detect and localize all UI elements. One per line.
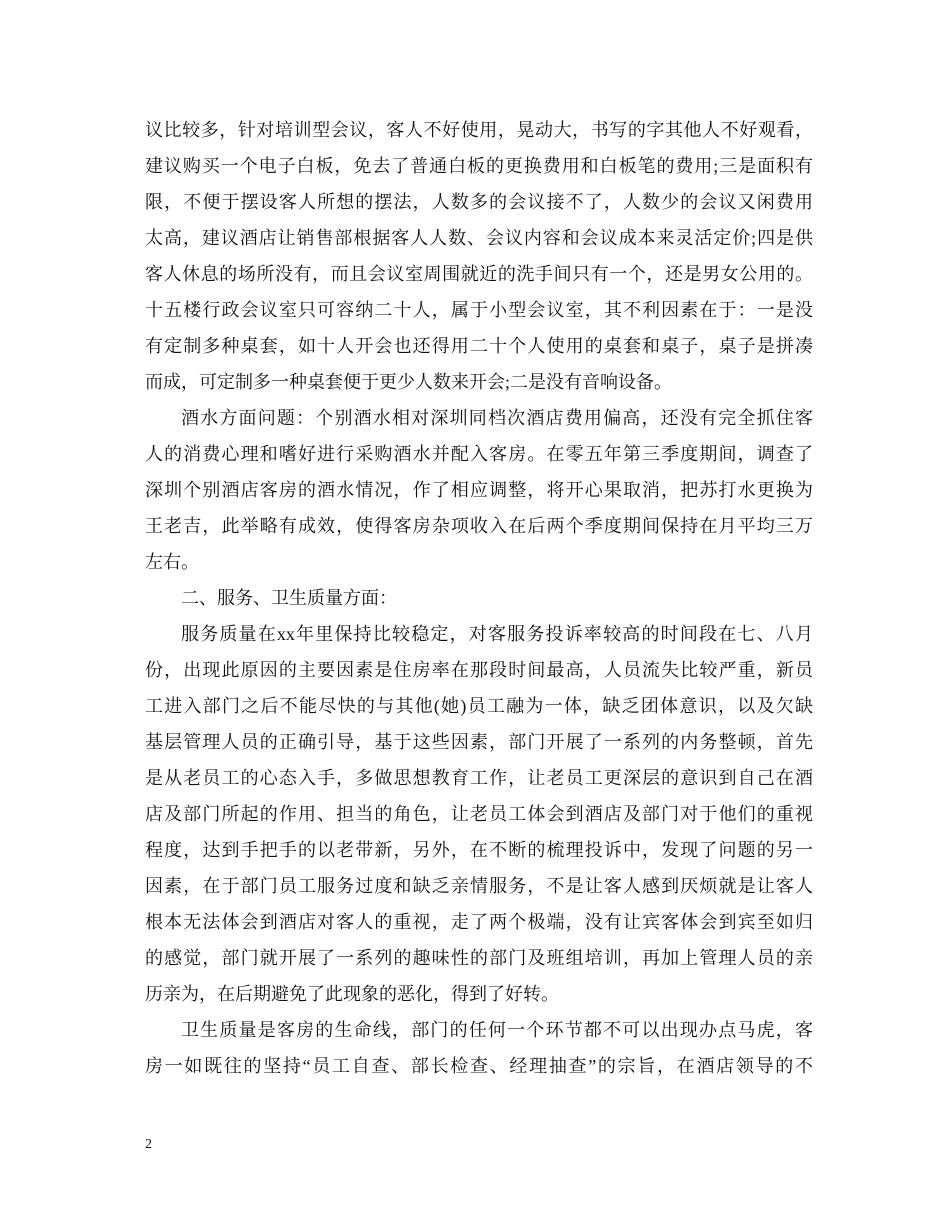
section-heading-text: 二、服务、卫生质量方面： [181, 588, 397, 608]
text-line: 客人休息的场所没有，而且会议室周围就近的洗手间只有一个，还是男女公用的。 [145, 264, 813, 284]
text-line: 人的消费心理和嗜好进行采购酒水并配入客房。在零五年第三季度期间，调查了 [145, 444, 813, 464]
page-number: 2 [145, 1137, 152, 1152]
text-line: 的感觉，部门就开展了一系列的趣味性的部门及班组培训，再加上管理人员的亲 [145, 948, 813, 968]
text-line: 服务质量在xx年里保持比较稳定，对客服务投诉率较高的时间段在七、八月 [181, 624, 813, 644]
text-line: 限，不便于摆设客人所想的摆法，人数多的会议接不了，人数少的会议又闲费用 [145, 192, 813, 212]
text-line: 卫生质量是客房的生命线，部门的任何一个环节都不可以出现办点马虎，客 [181, 1020, 813, 1040]
text-line: 深圳个别酒店客房的酒水情况，作了相应调整，将开心果取消，把苏打水更换为 [145, 480, 813, 500]
text-line: 根本无法体会到酒店对客人的重视，走了两个极端，没有让宾客体会到宾至如归 [145, 912, 813, 932]
text-line: 房一如既往的坚持“员工自查、部长检查、经理抽查”的宗旨，在酒店领导的不 [145, 1056, 813, 1076]
text-line: 十五楼行政会议室只可容纳二十人，属于小型会议室，其不利因素在于：一是没 [145, 300, 813, 320]
text-line: 而成，可定制多一种桌套便于更少人数来开会;二是没有音响设备。 [145, 372, 672, 392]
text-line: 有定制多种桌套，如十人开会也还得用二十个人使用的桌套和桌子，桌子是拼凑 [145, 336, 813, 356]
text-line: 工进入部门之后不能尽快的与其他(她)员工融为一体，缺乏团体意识，以及欠缺 [145, 696, 813, 716]
text-line: 议比较多，针对培训型会议，客人不好使用，晃动大，书写的字其他人不好观看， [145, 120, 813, 140]
paragraph-hygiene-quality [145, 1012, 813, 1084]
text-line: 历亲为，在后期避免了此现象的恶化，得到了好转。 [145, 984, 559, 1004]
text-line: 酒水方面问题：个别酒水相对深圳同档次酒店费用偏高，还没有完全抓住客 [181, 408, 813, 428]
text-line: 建议购买一个电子白板，免去了普通白板的更换费用和白板笔的费用;三是面积有 [145, 156, 813, 176]
text-line: 程度，达到手把手的以老带新，另外，在不断的梳理投诉中，发现了问题的另一 [145, 840, 813, 860]
text-line: 王老吉，此举略有成效，使得客房杂项收入在后两个季度期间保持在月平均三万 [145, 516, 813, 536]
text-line: 因素，在于部门员工服务过度和缺乏亲情服务，不是让客人感到厌烦就是让客人 [145, 876, 813, 896]
text-line: 店及部门所起的作用、担当的角色，让老员工体会到酒店及部门对于他们的重视 [145, 804, 813, 824]
paragraph-beverages [145, 400, 813, 580]
text-line: 基层管理人员的正确引导，基于这些因素，部门开展了一系列的内务整顿，首先 [145, 732, 813, 752]
paragraph-meeting-rooms [145, 112, 813, 400]
text-line: 是从老员工的心态入手，多做思想教育工作，让老员工更深层的意识到自己在酒 [145, 768, 813, 788]
text-line: 左右。 [145, 552, 199, 572]
text-line: 太高，建议酒店让销售部根据客人人数、会议内容和会议成本来灵活定价;四是供 [145, 228, 813, 248]
paragraph-service-quality [145, 616, 813, 1012]
body-text [145, 112, 813, 1084]
text-line: 份，出现此原因的主要因素是住房率在那段时间最高，人员流失比较严重，新员 [145, 660, 813, 680]
section-heading [145, 580, 813, 616]
